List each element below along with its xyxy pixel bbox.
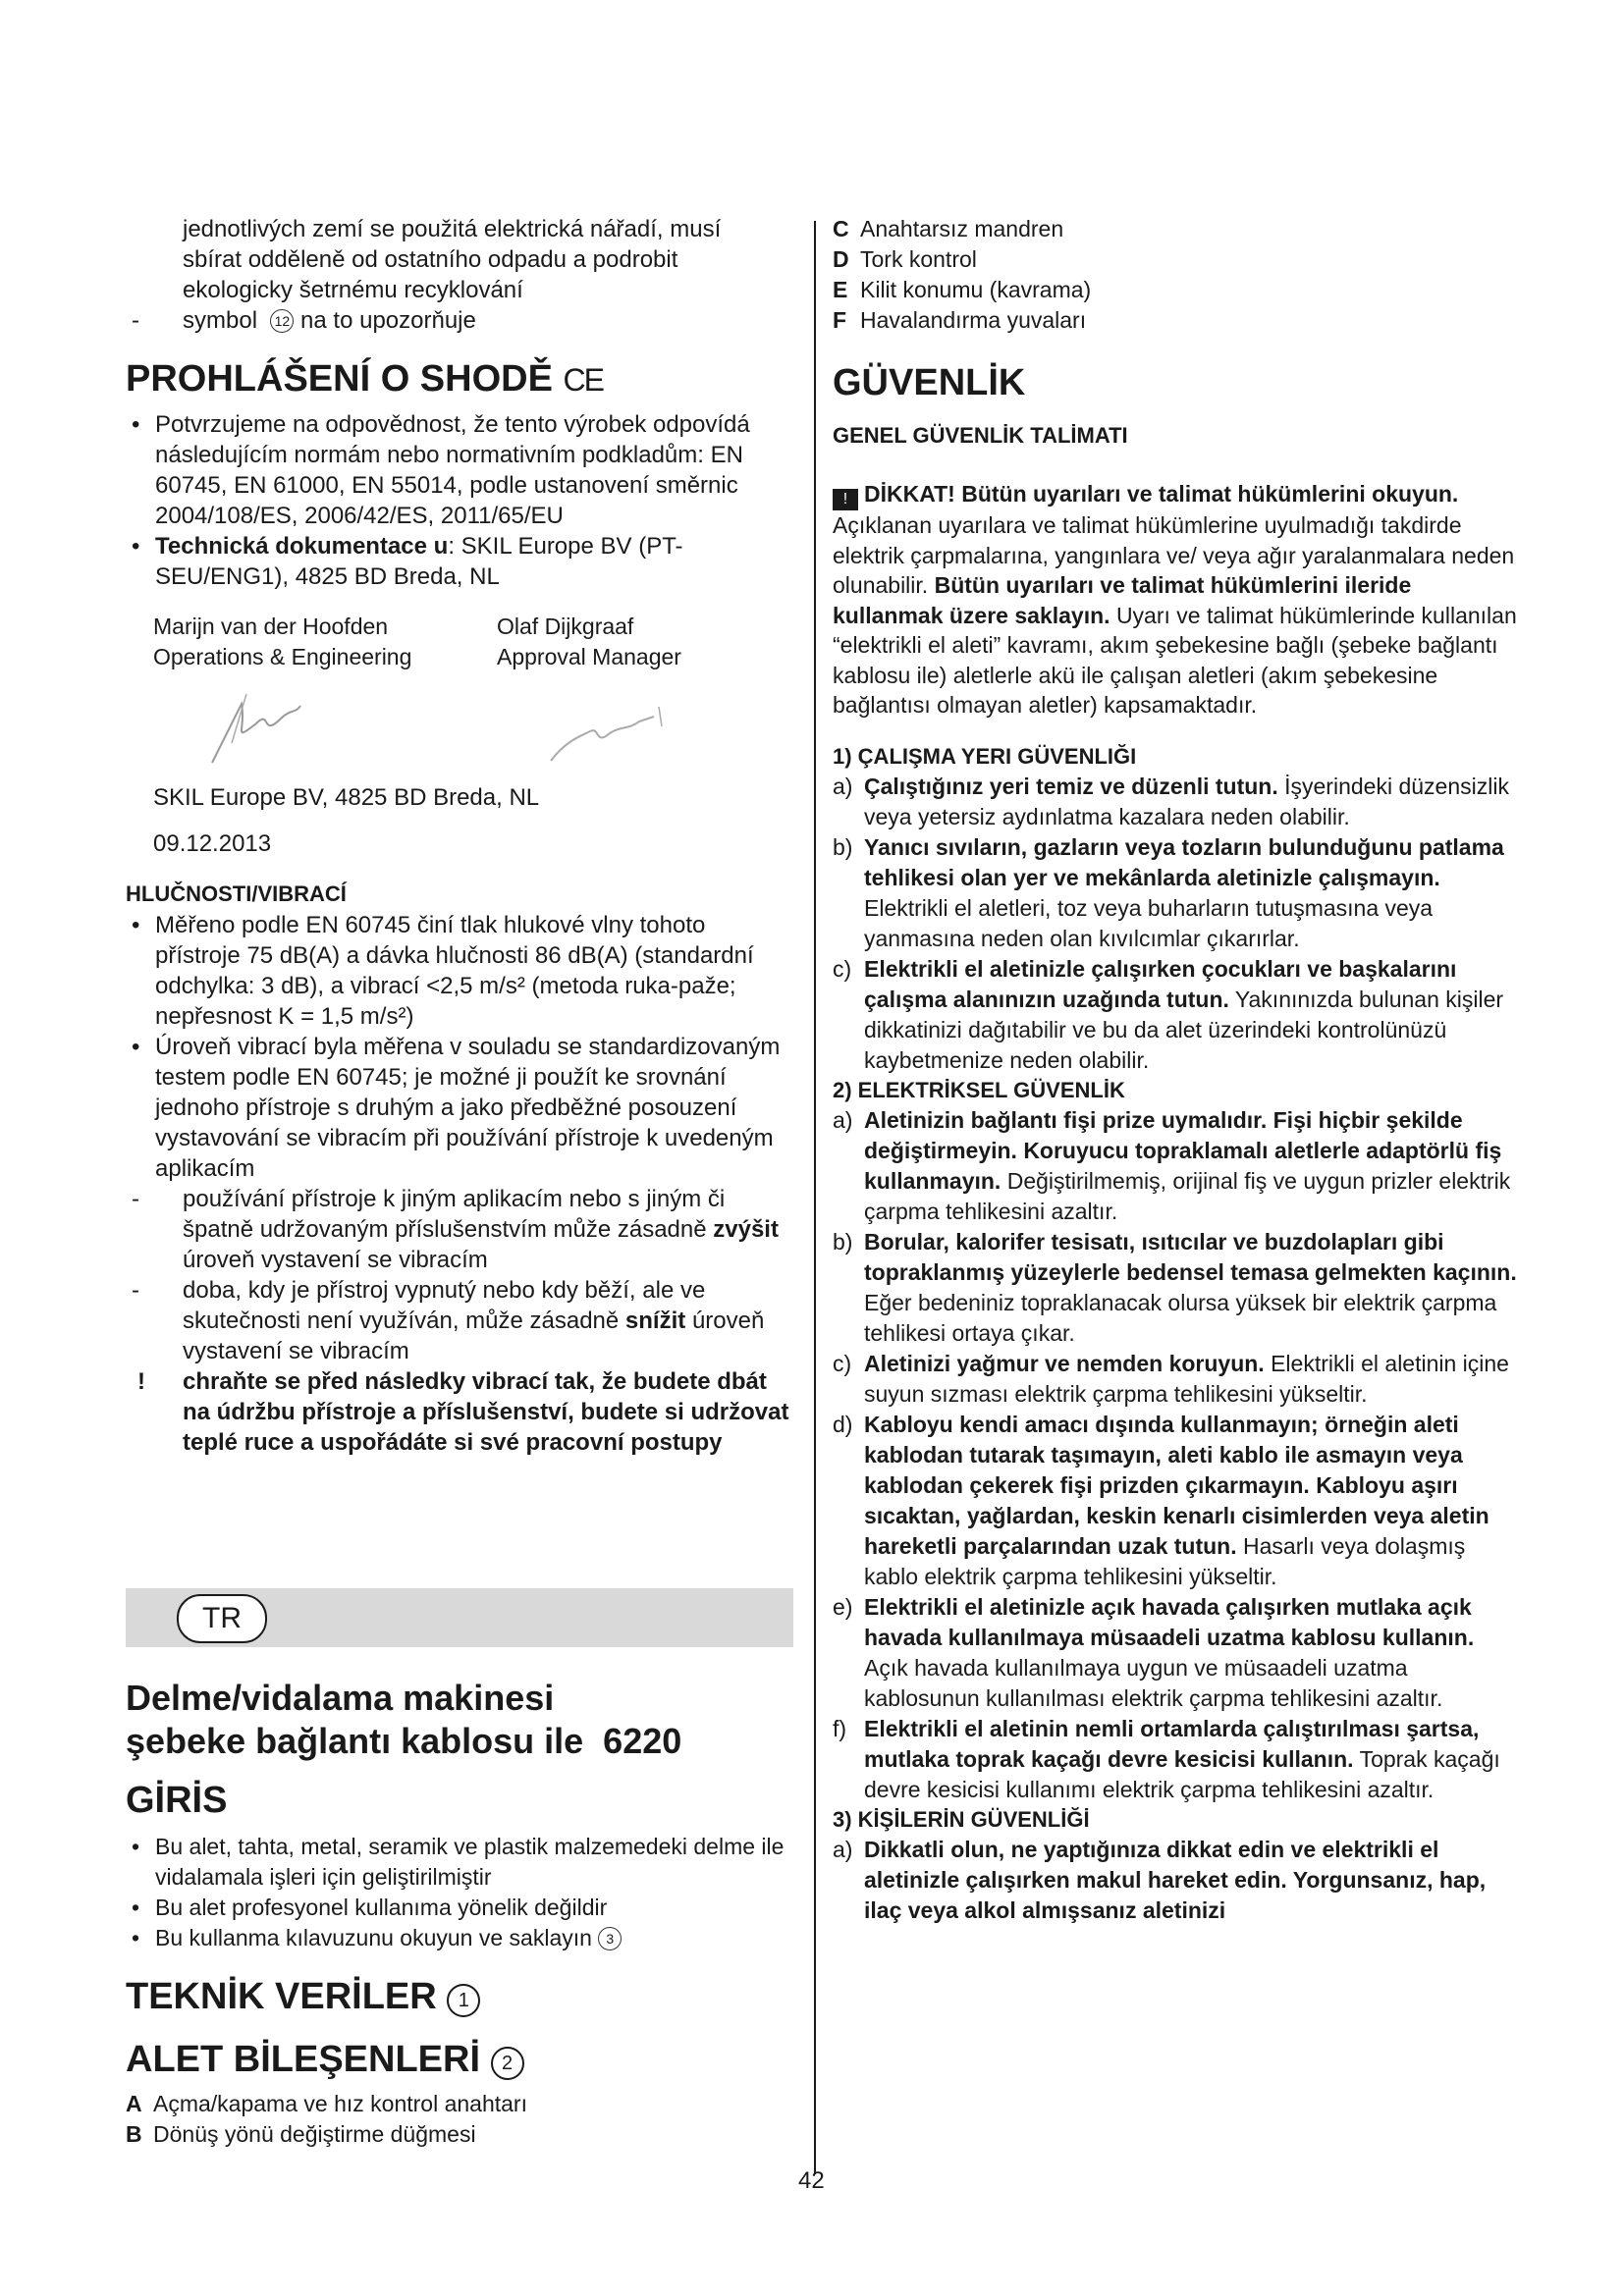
ce-mark-icon: CE (563, 362, 603, 398)
declaration-list (126, 409, 793, 592)
general-warning: ! DİKKAT! Bütün uyarıları ve talimat hükümlerini okuyun. Açıklanan uyarılara ve talimat hükümlerine uyulmadığı takdirde elektrik çarpmalarına, yangınlara ve/ veya ağır yaralanmalara neden olunabilir. Bütün uyarıları ve talimat hükümlerini ileride kullanmak üzere saklayın. Uyarı ve talimat hükümlerinde kullanılan “elektrikli el aleti” kavramı, akım şebekesine bağlı (şebeke bağlantı kablosu ile) aletlerle akü ile çalışan aletleri (akım şebekesine bağlantısı olmayan aletler) kapsamaktadır. (833, 481, 1517, 718)
work-area-title: 1) ÇALIŞMA YERI GÜVENLIĞI (833, 743, 1137, 769)
intro-paragraph: jednotlivých zemí se použitá elektrická nářadí, musí sbírat odděleně od ostatního odpadu a podrobit ekologicky šetrnému recyklování (183, 216, 722, 303)
noise-bullet: • Měřeno podle EN 60745 činí tlak hlukové vlny tohoto přístroje 75 dB(A) a dávka hlučnosti 86 dB(A) (standardní odchylka: 3 dB), a vibrací <2,5 m/s² (metoda ruka-paže; nepřesnost K = 1,5 m/s²) (126, 910, 793, 1032)
noise-list (126, 910, 793, 1184)
signatory-1-name: Marijn van der Hoofden (153, 614, 389, 639)
electrical-safety-title: 2) ELEKTRİKSEL GÜVENLİK (833, 1077, 1125, 1102)
components-title: ALET BİLEŞENLERİ 2 (126, 2038, 793, 2081)
safety-item: a) Aletinizin bağlantı fişi prize uymalıdır. Fişi hiçbir şekilde değiştirmeyin. Koruyucu topraklamalı aletlerle adaptörlü fiş kullanmayın. Değiştirilmemiş, orijinal fiş ve uygun prizler elektrik çarpma tehlikesini azaltır. (833, 1106, 1511, 1224)
safety-item: d) Kabloyu kendi amacı dışında kullanmayın; örneğin aleti kablodan tutarak taşımayın, aleti kablo ile asmayın veya kablodan çekerek fişi prizden çıkarmayın. Kabloyu aşırı sıcaktan, yağlardan, keskin kenarlı cisimlerden veya aletin hareketli parçalarından uzak tutun. Hasarlı veya dolaşmış kablo elektrik çarpma tehlikesini yükseltir. (833, 1411, 1489, 1589)
introduction-bullet: • Bu kullanma kılavuzunu okuyun ve saklayın 3 (126, 1923, 793, 1953)
symbol-line: - symbol 12 na to upozorňuje (132, 307, 476, 334)
noise-dash-item: - doba, kdy je přístroj vypnutý nebo kdy běží, ale ve skutečnosti není využíván, může zásadně snížit úroveň vystavení se vibracím (132, 1277, 765, 1364)
product-title: Delme/vidalama makinesi şebeke bağlantı kablosu ile 6220 (126, 1678, 682, 1761)
signatory-2-role: Approval Manager (497, 644, 681, 669)
left-column-lower (126, 1677, 793, 2150)
introduction-list (126, 1832, 793, 1953)
general-safety-title: GENEL GÜVENLİK TALİMATI (833, 423, 1128, 448)
personal-safety-title: 3) KİŞİLERİN GÜVENLİĞİ (833, 1806, 1090, 1832)
tech-data-title: TEKNİK VERİLER 1 (126, 1975, 793, 2018)
safety-item: c) Elektrikli el aletinizle çalışırken çocukları ve başkalarını çalışma alanınızın uzağında tutun. Yakınınızda bulunan kişiler dikkatinizi dağıtabilir ve bu da alet üzerindeki kontrolünüzü kaybetmenize neden olabilir. (833, 955, 1504, 1073)
noise-bullet: • Úroveň vibrací byla měřena v souladu se standardizovaným testem podle EN 60745; je možné ji použít ke srovnání jednoho přístroje s druhým a jako předběžné posouzení vystavování se vibracím při používání přístroje k uvedeným aplikacím (126, 1032, 793, 1184)
declaration-bullet: • Potvrzujeme na odpovědnost, že tento výrobek odpovídá následujícím normám nebo normativním podkladům: EN 60745, EN 61000, EN 55014, podle ustanovení směrnic 2004/108/ES, 2006/42/ES, 2011/65/EU (126, 409, 793, 531)
declaration-date: 09.12.2013 (153, 830, 272, 857)
right-column (833, 214, 1520, 1926)
signature-2-icon (546, 702, 674, 771)
safety-item: a) Dikkatli olun, ne yaptığınıza dikkat edin ve elektrikli el aletinizle çalışırken makul hareket edin. Yorgunsanız, hap, ilaç veya alkol almışsanız aletinizi (833, 1836, 1487, 1923)
introduction-bullet: • Bu alet, tahta, metal, seramik ve plastik malzemedeki delme ile vidalamala işleri için geliştirilmiştir (126, 1832, 793, 1893)
signatures (153, 672, 793, 771)
safety-title: GÜVENLİK (833, 362, 1026, 403)
introduction-title: GİRİS (126, 1780, 228, 1821)
language-bar (126, 1588, 793, 1647)
column-divider (814, 221, 816, 2174)
components-list-left: A Açma/kapama ve hız kontrol anahtarı B Dönüş yönü değiştirme düğmesi (126, 2091, 527, 2147)
language-badge: TR (177, 1594, 267, 1643)
safety-item: f) Elektrikli el aletinin nemli ortamlarda çalıştırılması şartsa, mutlaka toprak kaçağı devre kesicisi kullanın. Toprak kaçağı devre kesicisi kullanımı elektrik çarpma tehlikesini azaltır. (833, 1715, 1500, 1802)
signature-1-icon (202, 684, 310, 773)
declaration-bullet: • Technická dokumentace u: SKIL Europe BV (PT-SEU/ENG1), 4825 BD Breda, NL (126, 531, 793, 592)
safety-item: c) Aletinizi yağmur ve nemden koruyun. Elektrikli el aletinin içine suyun sızması elektrik çarpma tehlikesini yükseltir. (833, 1350, 1509, 1407)
safety-item: a) Çalıştığınız yeri temiz ve düzenli tutun. İşyerindeki düzensizlik veya yetersiz aydınlatma kazalara neden olabilir. (833, 773, 1509, 829)
noise-dash-item: - používání přístroje k jiným aplikacím nebo s jiným či špatně udržovaným příslušenstvím může zásadně zvýšit úroveň vystavení se vibracím (132, 1186, 779, 1273)
signatory-1-role: Operations & Engineering (153, 644, 412, 669)
signatories (153, 612, 793, 672)
figure-3-icon: 3 (598, 1927, 622, 1950)
symbol-12-icon: 12 (270, 309, 294, 333)
safety-item: e) Elektrikli el aletinizle açık havada çalışırken mutlaka açık havada kullanılmaya müsaadeli uzatma kablosu kullanın. Açık havada kullanılmaya uygun ve müsaadeli uzatma kablosunun kullanılması elektrik çarpma tehlikesini azaltır. (833, 1593, 1475, 1711)
noise-title: HLUČNOSTI/VIBRACÍ (126, 881, 347, 906)
figure-1-icon: 1 (447, 1984, 480, 2017)
page-number: 42 (798, 2167, 825, 2194)
warning-icon: ! (833, 489, 858, 510)
figure-2-icon: 2 (491, 2047, 524, 2080)
components-list-right: C Anahtarsız mandren D Tork kontrol E Kilit konumu (kavrama) F Havalandırma yuvaları (833, 216, 1092, 333)
declaration-title: PROHLÁŠENÍ O SHODĚ CE (126, 358, 603, 400)
company-address: SKIL Europe BV, 4825 BD Breda, NL (153, 784, 540, 811)
safety-sections (833, 742, 1520, 1926)
safety-item: b) Yanıcı sıvıların, gazların veya tozların bulunduğunu patlama tehlikesi olan yer ve mekânlarda aletinizle çalışmayın. Elektrikli el aletleri, toz veya buharların tutuşmasına veya yanmasına neden olan kıvılcımlar çıkarırlar. (833, 833, 1504, 951)
noise-warning: ! chraňte se před následky vibrací tak, že budete dbát na údržbu přístroje a příslušenství, budete si udržovat teplé ruce a uspořádáte si své pracovní postupy (137, 1368, 789, 1456)
left-column (126, 214, 793, 1458)
introduction-bullet: • Bu alet profesyonel kullanıma yönelik değildir (126, 1893, 793, 1923)
signatory-2-name: Olaf Dijkgraaf (497, 614, 634, 639)
safety-item: b) Borular, kalorifer tesisatı, ısıtıcılar ve buzdolapları gibi topraklanmış yüzeylerle bedensel temasa gelmekten kaçının. Eğer bedeniniz topraklanacak olursa yüksek bir elektrik çarpma tehlikesi ortaya çıkar. (833, 1228, 1517, 1346)
